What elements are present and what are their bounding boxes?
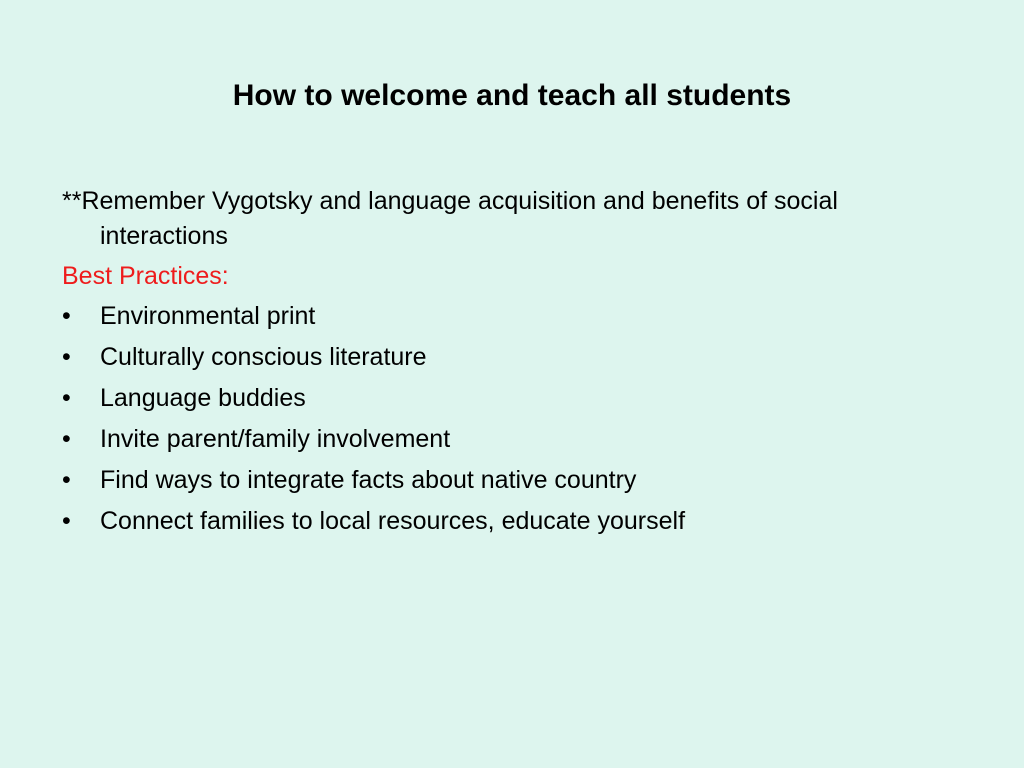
list-item xyxy=(62,504,962,539)
bullet-icon: • xyxy=(62,466,71,494)
list-item-text: Culturally conscious literature xyxy=(100,343,427,371)
list-item-text: Invite parent/family involvement xyxy=(100,425,451,453)
slide-body xyxy=(62,184,962,545)
list-item xyxy=(62,299,962,334)
bullet-icon: • xyxy=(62,507,71,535)
bullet-icon: • xyxy=(62,425,71,453)
best-practices-heading: Best Practices: xyxy=(62,262,229,290)
list-item-text: Language buddies xyxy=(100,384,306,412)
bullet-icon: • xyxy=(62,343,71,371)
slide-title: How to welcome and teach all students xyxy=(232,79,792,112)
list-item xyxy=(62,463,962,498)
list-item-text: Connect families to local resources, educate yourself xyxy=(100,507,686,535)
list-item-text: Find ways to integrate facts about native country xyxy=(100,466,637,494)
list-item xyxy=(62,422,962,457)
bullet-icon: • xyxy=(62,302,71,330)
bullet-icon: • xyxy=(62,384,71,412)
list-item-text: Environmental print xyxy=(100,302,316,330)
list-item xyxy=(62,340,962,375)
best-practices-list xyxy=(62,299,962,539)
list-item xyxy=(62,381,962,416)
intro-text: **Remember Vygotsky and language acquisition and benefits of social interactions xyxy=(62,187,838,250)
